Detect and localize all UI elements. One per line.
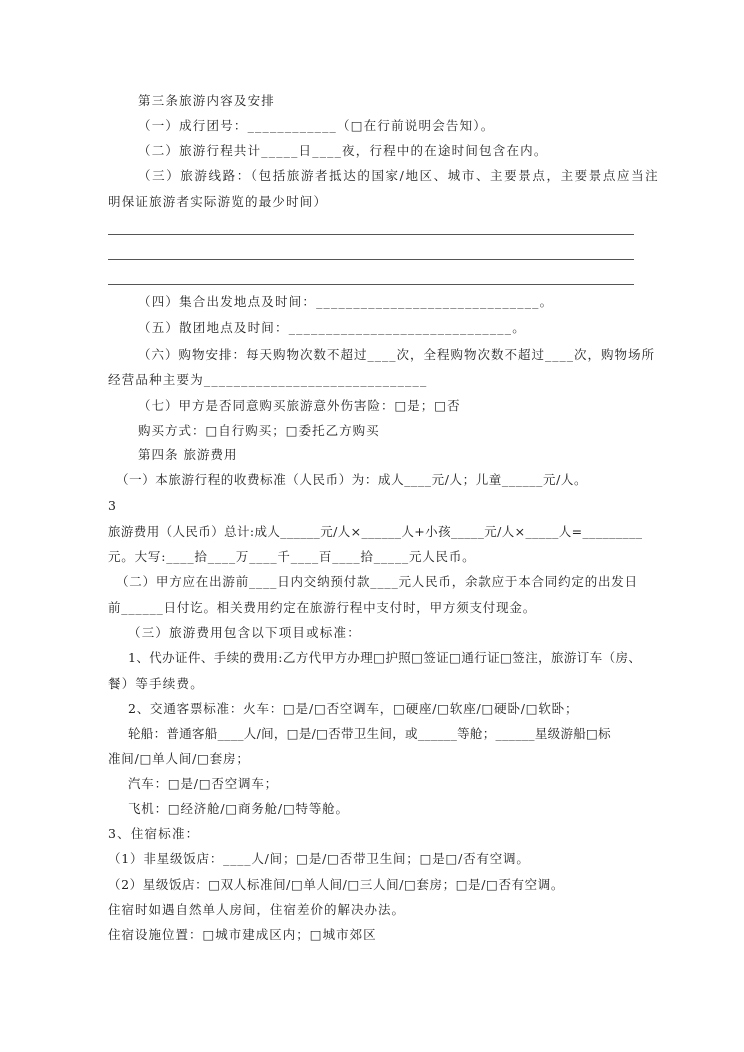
page-number: 3 — [108, 498, 117, 513]
document-line: （五）散团地点及时间：______________________________。 — [138, 320, 526, 335]
document-line: 住宿设施位置：□城市建成区内；□城市郊区 — [108, 927, 377, 942]
document-line: （一）本旅游行程的收费标准（人民币）为：成人____元/人；儿童______元/人。 — [116, 472, 588, 487]
document-line: 准间/□单人间/□套房； — [108, 751, 250, 766]
document-line: 购买方式：□自行购买；□委托乙方购买 — [138, 423, 380, 438]
document-line: 元。大写:____拾____万____千____百____拾_____元人民币。 — [108, 549, 476, 564]
document-line: 飞机：□经济舱/□商务舱/□特等舱。 — [128, 801, 349, 816]
document-line: 1、代办证件、手续的费用:乙方代甲方办理□护照□签证□通行证□签注，旅游订车（房、 — [128, 650, 642, 665]
document-line: （七）甲方是否同意购买旅游意外伤害险：□是；□否 — [138, 398, 461, 413]
document-line: （2）星级饭店：□双人标准间/□单人间/□三人间/□套房；□是/□否有空调。 — [108, 877, 564, 892]
document-line: 3、住宿标准： — [108, 826, 200, 841]
document-line: 第三条旅游内容及安排 — [138, 93, 276, 108]
document-line: 第四条 旅游费用 — [138, 447, 238, 462]
route-fill-line — [108, 259, 634, 260]
document-line: 前______日付讫。相关费用约定在旅游行程中支付时，甲方须支付现金。 — [108, 600, 537, 615]
route-fill-line — [108, 234, 634, 235]
document-line: 餐）等手续费。 — [108, 676, 204, 691]
document-line: （六）购物安排：每天购物次数不超过____次，全程购物次数不超过____次，购物场所 — [138, 347, 656, 362]
document-line: （二）旅游行程共计_____日____夜，行程中的在途时间包含在内。 — [138, 143, 548, 158]
document-line: 轮船：普通客船____人/间，□是/□否带卫生间，或______等舱；______星级游船□标 — [128, 726, 611, 741]
document-line: 2、交通客票标准：火车：□是/□否空调车，□硬座/□软座/□硬卧/□软卧； — [128, 701, 579, 716]
document-line: 经营品种主要为______________________________ — [108, 372, 428, 387]
document-line: （四）集合出发地点及时间：______________________________。 — [138, 294, 554, 309]
document-line: 明保证旅游者实际游览的最少时间） — [108, 194, 328, 209]
document-line: 住宿时如遇自然单人房间，住宿差价的解决办法。 — [108, 902, 406, 917]
document-line: 旅游费用（人民币）总计:成人______元/人×______人+小孩_____元/人×_____人=_________ — [108, 524, 643, 539]
document-line: 汽车：□是/□否空调车； — [128, 776, 278, 791]
document-line: （1）非星级饭店：____人/间；□是/□否带卫生间；□是□/否有空调。 — [108, 851, 530, 866]
route-fill-line — [108, 284, 634, 285]
document-line: （三）旅游线路：（包括旅游者抵达的国家/地区、城市、主要景点，主要景点应当注 — [138, 168, 660, 183]
document-line: （一）成行团号：____________（□在行前说明会告知）。 — [138, 118, 495, 133]
document-line: （三）旅游费用包含以下项目或标准： — [128, 625, 361, 640]
document-line: （二）甲方应在出游前____日内交纳预付款____元人民币，余款应于本合同约定的出发日 — [116, 574, 638, 589]
